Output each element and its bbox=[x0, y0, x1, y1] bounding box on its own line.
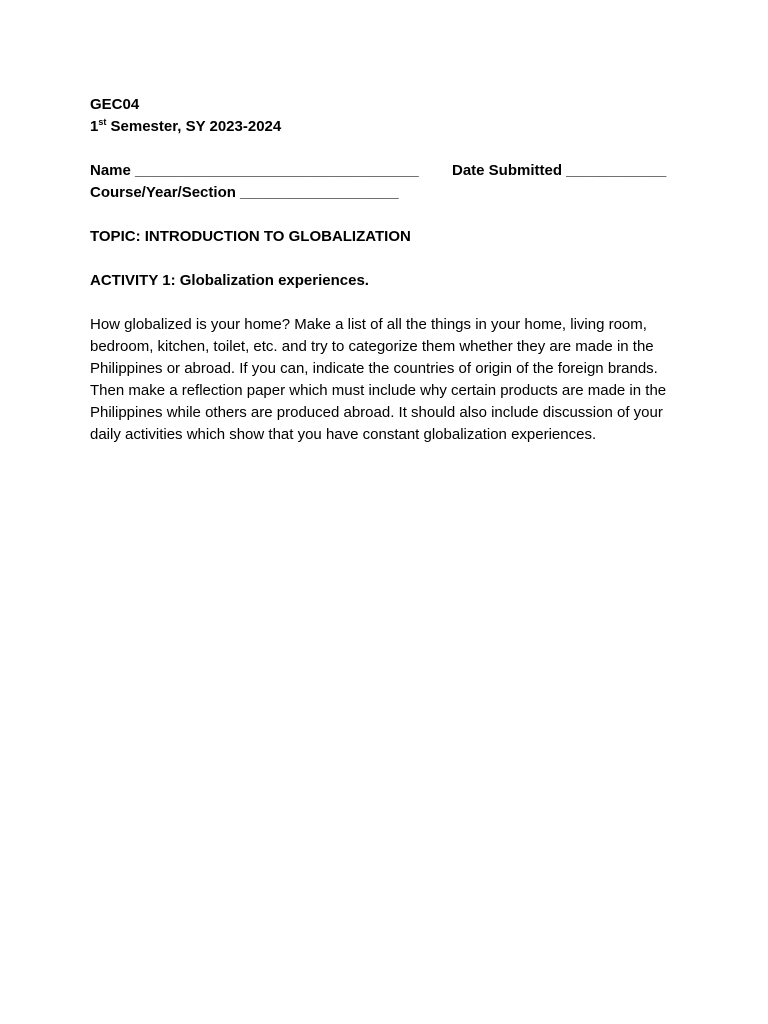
activity-title: ACTIVITY 1: Globalization experiences. bbox=[90, 272, 369, 289]
spacer bbox=[90, 292, 690, 314]
topic-heading: TOPIC: INTRODUCTION TO GLOBALIZATION bbox=[90, 228, 411, 245]
document-content bbox=[90, 94, 690, 446]
course-year-section-field: Course/Year/Section ___________________ bbox=[90, 184, 399, 201]
name-date-row bbox=[90, 160, 690, 182]
semester-line bbox=[90, 116, 690, 138]
semester-ordinal: 1 bbox=[90, 118, 99, 135]
name-field: Name __________________________________ bbox=[90, 162, 419, 179]
spacer bbox=[90, 138, 690, 160]
semester-text: Semester, SY 2023-2024 bbox=[106, 118, 282, 135]
spacer bbox=[90, 248, 690, 270]
activity-instructions: How globalized is your home? Make a list of all the things in your home, living room, bedroom, kitchen, toilet, etc. and try to categorize them whether they are made in the Philippines or abroad. If you can, indicate the countries of origin of the foreign brands. Then make a reflection paper which must include why certain products are made in the Philippines while others are produced abroad. It should also include discussion of your daily activities which show that you have constant globalization experiences. bbox=[90, 316, 667, 443]
course-code: GEC04 bbox=[90, 96, 140, 113]
semester-suffix: st bbox=[98, 117, 107, 127]
date-submitted-field: Date Submitted ____________ bbox=[452, 162, 667, 179]
spacer bbox=[90, 204, 690, 226]
